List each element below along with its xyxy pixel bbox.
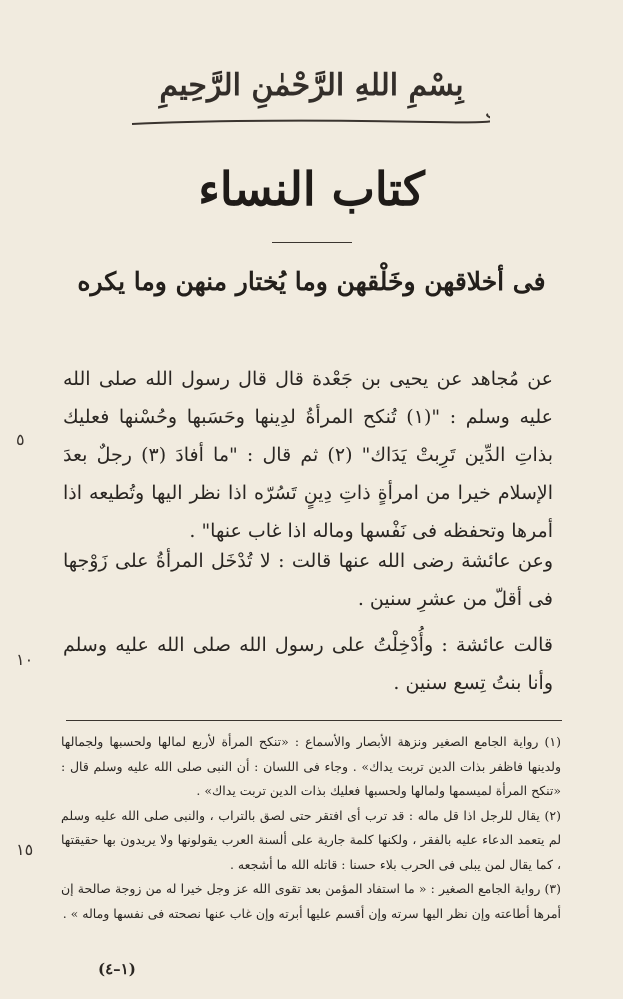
hadith-paragraph: عن مُجاهد عن يحيى بن جَعْدة قال قال رسول الله صلى الله عليه وسلم : "(١) تُنكح المرأةُ لدِينها وحَسَبها وحُسْنها فعليك بذاتِ الدِّين تَرِبتْ يَدَاك" (٢) ثم قال : "ما أفادَ (٣) رجلٌ بعدَ الإسلام خيرا من امرأةٍ ذاتِ دِينٍ تَسُرّه اذا نظر اليها وتُطيعه اذا أمرها وتحفظه فى نَفْسها وماله اذا غاب عنها" . xyxy=(63,368,554,542)
footnote-1: (١) رواية الجامع الصغير ونزهة الأبصار والأسماع : «تنكح المرأة لأربع لمالها ولحسبها ولجمالها ولدينها فاظفر بذات الدين تربت يداك» . وجاء فى اللسان : أن النبى صلى الله عليه وسلم قال : «تنكح المرأة لميسمها ولمالها ولحسبها فعليك بذات الدين تربت يداك» . xyxy=(61,734,561,798)
aisha-second-paragraph: قالت عائشة : وأُدْخِلْتُ على رسول الله صلى الله عليه وسلم وأنا بنتُ تِسع سنين . xyxy=(63,634,553,694)
footnote-3: (٣) رواية الجامع الصغير : « ما استفاد المؤمن بعد تقوى الله عز وجل خيرا له من زوجة صالحة إن أمرها أطاعته وإن نظر اليها سرته وإن أقسم عليها أبرته وإن غاب عنها نصحته فى نفسها وماله » . xyxy=(61,881,561,921)
footnotes-section xyxy=(61,730,561,926)
aisha-paragraph: وعن عائشة رضى الله عنها قالت : لا تُدْخَل المرأةُ على زَوْجها فى أقلّ من عشرِ سنين . xyxy=(63,550,553,610)
book-title: كتاب النساء xyxy=(198,162,425,216)
footnote-2: (٢) يقال للرجل اذا قل ماله : قد ترب أى افتقر حتى لصق بالتراب ، والنبى صلى الله عليه وسلم لم يتعمد الدعاء عليه بالفقر ، ولكنها كلمة جارية على ألسنة العرب يقولونها ولا يريدون بها حقيقتها ، كما يقال لمن يبلى فى الحرب بلاء حسنا : قاتله الله ما أشجعه . xyxy=(61,807,561,872)
margin-line-number: ٥ xyxy=(16,430,25,449)
printer-signature: (١–٤) xyxy=(98,960,136,978)
margin-line-number: ١٠ xyxy=(16,650,34,669)
basmala-heading: بِسْمِ اللهِ الرَّحْمٰنِ الرَّحِيمِ xyxy=(159,68,464,103)
title-divider xyxy=(272,242,352,243)
footnote-divider xyxy=(66,720,562,721)
basmala-swash-ornament xyxy=(130,110,490,130)
margin-line-number: ١٥ xyxy=(16,840,34,859)
chapter-subtitle: فى أخلاقهن وخَلْقهن وما يُختار منهن وما يكره xyxy=(77,267,546,296)
